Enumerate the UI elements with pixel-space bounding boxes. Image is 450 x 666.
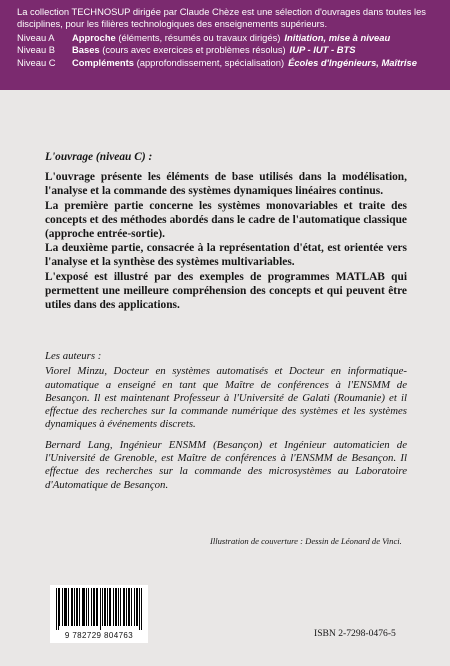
barcode-bar (100, 588, 101, 630)
author-bio: Bernard Lang, Ingénieur ENSMM (Besançon) et Ingénieur automaticien de l'Université de Grenoble, est Maître de conférences à l'ENSMM de Besançon. Il effectue des recherches sur la commande des microsystèmes au Laboratoire d'Automatique de Besançon. (45, 438, 407, 491)
barcode-bar (124, 588, 125, 626)
ouvrage-section (45, 150, 407, 312)
ouvrage-heading: L'ouvrage (niveau C) : (45, 151, 153, 163)
barcode (50, 585, 148, 643)
illustration-credit: Illustration de couverture : Dessin de Léonard de Vinci. (210, 536, 402, 546)
barcode-bar (137, 588, 138, 626)
level-target: Écoles d'Ingénieurs, Maîtrise (288, 56, 417, 68)
barcode-bar (123, 588, 124, 626)
auteurs-heading: Les auteurs : (45, 350, 102, 362)
auteurs-section (45, 350, 407, 499)
barcode-bar (131, 588, 132, 626)
barcode-bar (94, 588, 95, 626)
barcode-number: 9 782729 804763 (64, 631, 134, 640)
level-c (17, 57, 440, 69)
barcode-bar (118, 588, 119, 626)
barcode-bar (128, 588, 129, 626)
level-label: Niveau B (17, 44, 56, 56)
barcode-bar (93, 588, 94, 626)
level-desc: (approfondissement, spécialisation) (136, 56, 285, 68)
barcode-bar (97, 588, 98, 626)
level-name: Bases (72, 44, 100, 56)
level-label: Niveau C (17, 56, 56, 68)
barcode-bar (120, 588, 121, 626)
author-bio: Viorel Minzu, Docteur en systèmes automatisés et Docteur en informatique-automatique a enseigné en tant que Maître de conférences à l'ENSMM de Besançon. Il est maintenant Professeur à l'Université de Galati (Roumanie) et il effectue des recherches sur la commande numérique des systèmes et les systèmes dynamiques à événements discrets. (45, 365, 407, 431)
barcode-bar (83, 588, 84, 626)
level-label: Niveau A (17, 31, 55, 43)
barcode-bar (86, 588, 87, 626)
barcode-bar (116, 588, 117, 626)
barcode-bar (77, 588, 78, 626)
collection-band (0, 0, 450, 90)
barcode-bar (96, 588, 97, 626)
barcode-bar (84, 588, 85, 626)
level-target: IUP - IUT - BTS (289, 44, 356, 56)
barcode-bar (62, 588, 63, 626)
barcode-bar (91, 588, 92, 626)
barcode-bar (139, 588, 140, 630)
barcode-bar (107, 588, 108, 626)
barcode-bar (129, 588, 130, 626)
level-desc: (éléments, résumés ou travaux dirigés) (118, 31, 281, 43)
barcode-bar (72, 588, 73, 626)
barcode-bar (115, 588, 116, 626)
barcode-bar (71, 588, 72, 626)
barcode-bar (66, 588, 67, 626)
barcode-bar (105, 588, 106, 626)
barcode-bar (102, 588, 103, 626)
level-name: Compléments (72, 56, 134, 68)
barcode-bar (110, 588, 111, 626)
barcode-bar (136, 588, 137, 626)
barcode-bar (141, 588, 142, 630)
ouvrage-paragraph: La deuxième partie, consacrée à la représentation d'état, est orientée vers l'analyse et la synthèse des systèmes multivariables. (45, 242, 407, 269)
barcode-bar (76, 588, 77, 626)
barcode-bar (79, 588, 80, 626)
level-b (17, 44, 440, 56)
barcode-bar (65, 588, 66, 626)
barcode-bar (74, 588, 75, 626)
barcode-bar (82, 588, 83, 626)
barcode-bar (113, 588, 114, 626)
barcode-bar (126, 588, 127, 626)
barcode-bar (64, 588, 65, 626)
barcode-bar (56, 588, 57, 630)
level-desc: (cours avec exercices et problèmes résolus) (102, 44, 286, 56)
ouvrage-paragraph: L'exposé est illustré par des exemples de programmes MATLAB qui permettent une meilleure compréhension des concepts et qui peuvent être utiles dans des applications. (45, 270, 407, 312)
barcode-bars (56, 588, 142, 630)
barcode-bar (134, 588, 135, 626)
barcode-bar (58, 588, 59, 630)
barcode-bar (68, 588, 69, 626)
level-a (17, 32, 440, 44)
level-name: Approche (72, 31, 116, 43)
isbn: ISBN 2-7298-0476-5 (314, 628, 396, 639)
ouvrage-paragraph: La première partie concerne les systèmes monovariables et traite des concepts et des méthodes abordés dans le cadre de l'automatique classique (approche entrée-sortie). (45, 199, 407, 241)
barcode-bar (109, 588, 110, 626)
barcode-bar (88, 588, 89, 626)
level-target: Initiation, mise à niveau (284, 31, 391, 43)
ouvrage-paragraph: L'ouvrage présente les éléments de base utilisés dans la modélisation, l'analyse et la commande des systèmes dynamiques linéaires continus. (45, 171, 407, 198)
barcode-bar (104, 588, 105, 626)
barcode-bar (59, 588, 60, 626)
collection-intro: La collection TECHNOSUP dirigée par Claude Chèze est une sélection d'ouvrages dans toutes les disciplines, pour les filières technologiques des enseignements supérieurs. (17, 6, 426, 30)
